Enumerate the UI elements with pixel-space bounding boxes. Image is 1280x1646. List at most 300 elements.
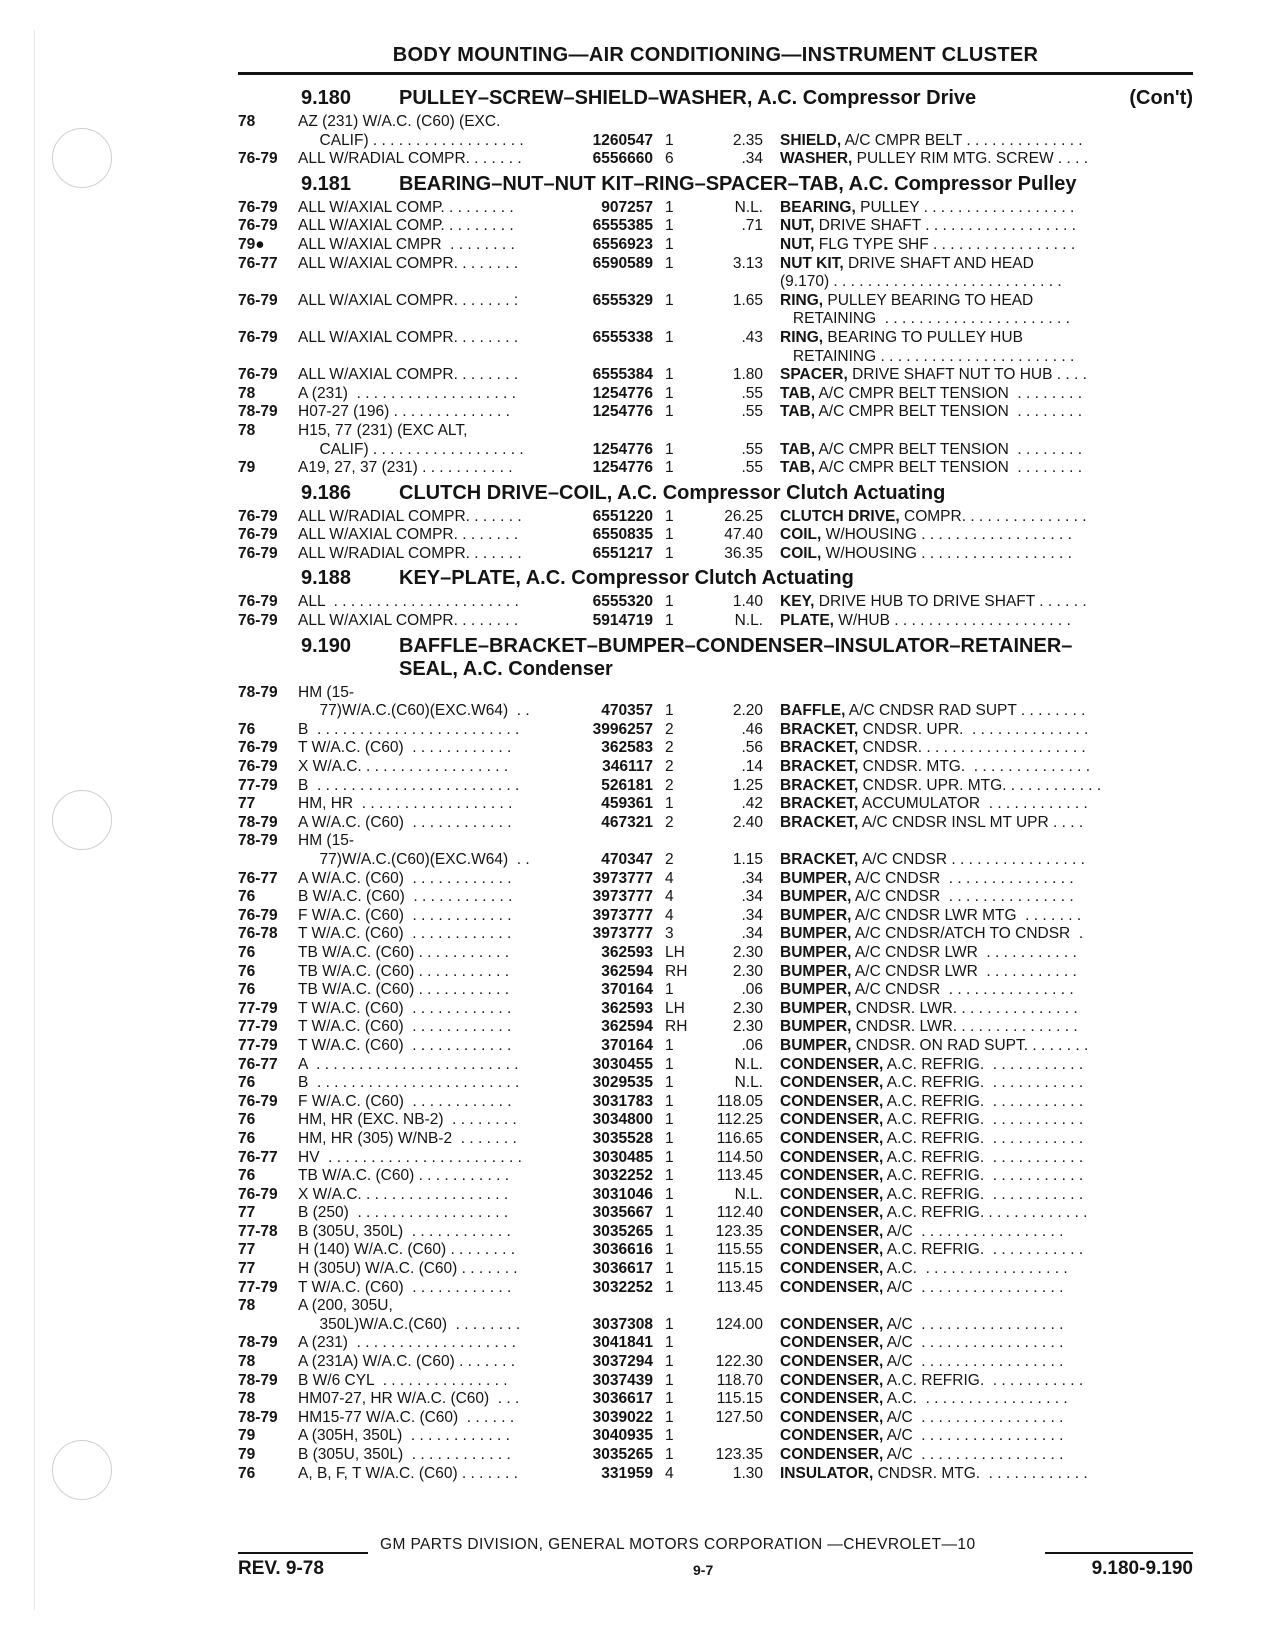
quantity: 1	[665, 1074, 674, 1092]
part-number	[560, 273, 653, 292]
quantity: 1	[665, 702, 674, 720]
part-name	[763, 758, 1193, 777]
part-row	[238, 1427, 1193, 1446]
part-name	[763, 944, 1193, 963]
part-number: 3973777	[592, 869, 653, 887]
part-row	[238, 1334, 1193, 1353]
application-description: T W/A.C. (C60) . . . . . . . . . . . .	[298, 925, 512, 943]
part-detail: A/C . . . . . . . . . . . . . . . . .	[883, 1222, 1064, 1240]
model-years: 76	[238, 1111, 256, 1129]
price: 118.70	[716, 1371, 763, 1389]
punch-hole-top	[52, 128, 112, 188]
quantity: 1	[665, 131, 674, 149]
part-name-bold: CONDENSER,	[780, 1074, 884, 1092]
model-years: 77-79	[238, 776, 278, 794]
model-years: 76-79	[238, 291, 278, 309]
part-name	[763, 1037, 1193, 1056]
price: N.L.	[734, 1074, 763, 1092]
application-description: A (200, 305U,	[298, 1297, 393, 1315]
part-row	[238, 1260, 1193, 1279]
part-detail: (9.170) . . . . . . . . . . . . . . . . . . . . . . . . . . .	[780, 273, 1062, 291]
price: .34	[741, 888, 763, 906]
application-description: HM (15-	[298, 832, 354, 850]
part-row	[238, 963, 1193, 982]
application-description: T W/A.C. (C60) . . . . . . . . . . . .	[298, 1278, 512, 1296]
model-years: 76-79	[238, 217, 278, 235]
part-detail: A.C. REFRIG. . . . . . . . . . . .	[883, 1074, 1084, 1092]
part-row	[238, 795, 1193, 814]
price	[697, 684, 763, 703]
part-number: 6555384	[592, 366, 653, 384]
quantity: 1	[665, 1315, 674, 1333]
price: 1.80	[732, 366, 763, 384]
model-years: 78	[238, 1353, 256, 1371]
quantity: 1	[665, 366, 674, 384]
section-heading	[238, 634, 1193, 659]
quantity: 1	[665, 1055, 674, 1073]
part-name	[763, 217, 1193, 236]
binder-edge	[34, 30, 35, 1610]
model-years: 79	[238, 459, 256, 477]
quantity: 1	[665, 1185, 674, 1203]
part-detail: CNDSR. UPR. MTG. . . . . . . . . . . .	[858, 776, 1102, 794]
part-name	[763, 255, 1193, 274]
part-name	[763, 981, 1193, 1000]
part-name-bold: CONDENSER,	[780, 1334, 884, 1352]
quantity: 2	[665, 776, 674, 794]
part-number: 3037294	[592, 1353, 653, 1371]
quantity: 1	[665, 384, 674, 402]
model-years: 78-79	[238, 813, 278, 831]
application-description: A (305H, 350L) . . . . . . . . . . . .	[298, 1427, 510, 1445]
section-number: 9.181	[301, 172, 352, 195]
section-number: 9.188	[301, 567, 352, 590]
quantity	[653, 113, 697, 132]
part-name	[763, 963, 1193, 982]
part-number: 370164	[601, 1036, 653, 1054]
part-name	[763, 199, 1193, 218]
part-name-bold: RING,	[780, 291, 824, 309]
quantity: 1	[665, 1260, 674, 1278]
part-row	[238, 1186, 1193, 1205]
price: 2.30	[732, 1018, 763, 1036]
part-name	[763, 1446, 1193, 1465]
price: 115.15	[716, 1390, 763, 1408]
part-row	[238, 684, 1193, 703]
model-years: 76-79	[238, 366, 278, 384]
part-name-bold: CONDENSER,	[780, 1371, 884, 1389]
part-row	[238, 1279, 1193, 1298]
part-detail: CNDSR. UPR. . . . . . . . . . . . . . .	[858, 720, 1089, 738]
part-detail: A/C CNDSR/ATCH TO CNDSR .	[851, 925, 1084, 943]
page-number: 9-7	[693, 1562, 714, 1578]
part-number: 3031783	[592, 1092, 653, 1110]
model-years: 76	[238, 888, 256, 906]
part-row	[238, 422, 1193, 441]
model-years	[238, 441, 298, 460]
part-row	[238, 255, 1193, 274]
price: .42	[741, 795, 763, 813]
model-years	[238, 310, 298, 329]
price: .34	[741, 869, 763, 887]
part-name-bold: TAB,	[780, 459, 816, 477]
part-name	[763, 1260, 1193, 1279]
part-row	[238, 199, 1193, 218]
model-years: 79	[238, 1427, 256, 1445]
part-name	[763, 1279, 1193, 1298]
price: 3.13	[732, 254, 763, 272]
part-number: 3041841	[592, 1334, 653, 1352]
part-name-bold: BUMPER,	[780, 943, 852, 961]
part-name-bold: CONDENSER,	[780, 1204, 884, 1222]
application-description: ALL W/AXIAL COMP. . . . . . . . .	[298, 217, 514, 235]
section-number: 9.190	[301, 634, 352, 657]
application-description: HM, HR (EXC. NB-2) . . . . . . . .	[298, 1111, 517, 1129]
quantity: 2	[665, 813, 674, 831]
part-name	[763, 721, 1193, 740]
part-name-bold: SPACER,	[780, 366, 848, 384]
part-row	[238, 150, 1193, 169]
model-years: 78	[238, 1390, 256, 1408]
part-name	[763, 907, 1193, 926]
part-name	[763, 1353, 1193, 1372]
part-number: 3035265	[592, 1446, 653, 1463]
part-name-bold: NUT,	[780, 235, 815, 253]
part-name	[763, 684, 1193, 703]
application-description: ALL W/AXIAL CMPR . . . . . . . .	[298, 235, 515, 253]
part-name	[763, 132, 1193, 151]
part-row	[238, 292, 1193, 311]
model-years: 79	[238, 1446, 256, 1463]
quantity: 1	[665, 217, 674, 235]
part-detail: A/C CNDSR . . . . . . . . . . . . . . . .	[858, 851, 1085, 868]
part-name	[763, 1149, 1193, 1168]
application-description: A (231) . . . . . . . . . . . . . . . . . . .	[298, 384, 516, 402]
part-name-bold: COIL,	[780, 526, 822, 544]
part-detail: A/C CMPR BELT TENSION . . . . . . . .	[815, 384, 1083, 402]
part-number: 3029535	[592, 1074, 653, 1092]
part-name	[763, 1093, 1193, 1112]
part-name-bold: CONDENSER,	[780, 1427, 884, 1445]
quantity: 1	[665, 1241, 674, 1259]
model-years: 77-79	[238, 1278, 278, 1296]
part-row	[238, 1353, 1193, 1372]
part-number: 467321	[601, 813, 653, 831]
quantity	[653, 832, 697, 851]
part-name	[763, 925, 1193, 944]
part-number: 362583	[601, 739, 653, 757]
part-detail: A.C. . . . . . . . . . . . . . . . . .	[883, 1390, 1068, 1408]
part-row	[238, 273, 1193, 292]
part-number: 6556923	[592, 235, 653, 253]
part-row	[238, 403, 1193, 422]
section-title: BEARING–NUT–NUT KIT–RING–SPACER–TAB, A.C. Compressor Pulley	[399, 172, 1077, 195]
model-years: 77-78	[238, 1222, 278, 1240]
part-name-bold: TAB,	[780, 440, 816, 458]
model-years: 76-79	[238, 739, 278, 757]
part-detail: A/C CNDSR LWR . . . . . . . . . . .	[851, 962, 1077, 980]
part-name-bold: TAB,	[780, 403, 816, 421]
model-years: 78-79	[238, 403, 278, 421]
punch-hole-middle	[52, 790, 112, 850]
part-number: 6555329	[592, 291, 653, 309]
model-years: 77	[238, 1260, 256, 1278]
part-name	[763, 1372, 1193, 1391]
revision-label: REV. 9-78	[238, 1558, 324, 1579]
parts-listing	[238, 80, 1193, 1483]
price: N.L.	[734, 612, 763, 630]
model-years: 76-79	[238, 507, 278, 525]
part-number: 346117	[602, 758, 653, 776]
section-range: 9.180-9.190	[1091, 1558, 1193, 1579]
part-name-bold: BAFFLE,	[780, 702, 846, 720]
part-detail: A/C . . . . . . . . . . . . . . . . .	[883, 1278, 1064, 1296]
part-number: 6555320	[592, 593, 653, 611]
quantity: 1	[665, 795, 674, 813]
part-name-bold: BUMPER,	[780, 906, 852, 924]
model-years: 76-77	[238, 1055, 278, 1073]
part-name	[763, 1056, 1193, 1075]
model-years: 76-79	[238, 758, 278, 776]
price: 2.20	[732, 702, 763, 720]
part-number: 6550835	[592, 526, 653, 544]
section-heading-continued	[238, 657, 1193, 682]
part-name	[763, 292, 1193, 311]
part-name-bold: TAB,	[780, 384, 816, 402]
application-description: ALL W/RADIAL COMPR. . . . . . .	[298, 544, 522, 562]
application-description: B (305U, 350L) . . . . . . . . . . . .	[298, 1222, 511, 1240]
part-detail: A/C CMPR BELT TENSION . . . . . . . .	[815, 459, 1083, 477]
part-name	[763, 366, 1193, 385]
part-row	[238, 1465, 1193, 1484]
model-years: 76-79	[238, 612, 278, 630]
quantity: LH	[665, 999, 685, 1017]
part-detail: A.C. REFRIG. . . . . . . . . . . .	[883, 1129, 1084, 1147]
part-name	[763, 1111, 1193, 1130]
part-number: 3032252	[592, 1167, 653, 1185]
price: 1.65	[732, 291, 763, 309]
quantity: 1	[665, 1129, 674, 1147]
application-description: ALL W/AXIAL COMPR. . . . . . . :	[298, 291, 519, 309]
model-years: 76-78	[238, 925, 278, 943]
part-row	[238, 944, 1193, 963]
part-row	[238, 1297, 1193, 1316]
part-number: 6551220	[592, 507, 653, 525]
part-number	[560, 348, 653, 367]
part-number: 526181	[601, 776, 653, 794]
price: 2.40	[732, 813, 763, 831]
application-description	[298, 348, 560, 367]
part-number: 3030455	[592, 1055, 653, 1073]
price: 112.40	[716, 1204, 763, 1222]
part-name-bold: BRACKET,	[780, 795, 859, 813]
part-name	[763, 814, 1193, 833]
part-name-bold: BUMPER,	[780, 869, 852, 887]
part-number: 362593	[601, 999, 653, 1017]
model-years: 76-79	[238, 1185, 278, 1203]
price	[697, 1427, 763, 1446]
part-row	[238, 385, 1193, 404]
part-name	[763, 1204, 1193, 1223]
part-number: 3973777	[592, 888, 653, 906]
part-number: 1254776	[592, 440, 653, 458]
application-description	[298, 310, 560, 329]
part-detail: PULLEY RIM MTG. SCREW . . . .	[852, 150, 1089, 168]
quantity: 1	[665, 198, 674, 216]
quantity: 1	[665, 1446, 674, 1463]
application-description: A (231) . . . . . . . . . . . . . . . . . . .	[298, 1334, 516, 1352]
part-row	[238, 329, 1193, 348]
part-detail: CNDSR. LWR. . . . . . . . . . . . . . .	[851, 1018, 1078, 1036]
price: 2.30	[732, 962, 763, 980]
part-name-bold: BUMPER,	[780, 1018, 852, 1036]
part-detail: COMPR. . . . . . . . . . . . . . .	[899, 507, 1087, 525]
price	[697, 1334, 763, 1353]
part-number	[560, 1297, 653, 1316]
application-description: T W/A.C. (C60) . . . . . . . . . . . .	[298, 999, 512, 1017]
application-description: ALL W/RADIAL COMPR. . . . . . .	[298, 507, 522, 525]
model-years: 78	[238, 113, 256, 130]
price: .14	[741, 758, 763, 776]
part-row	[238, 739, 1193, 758]
application-description: HM (15-	[298, 683, 354, 701]
application-description: B . . . . . . . . . . . . . . . . . . . . . . . .	[298, 1074, 520, 1092]
part-row	[238, 888, 1193, 907]
application-description: 77)W/A.C.(C60)(EXC.W64) . .	[298, 702, 530, 720]
price: .46	[741, 720, 763, 738]
part-row	[238, 1037, 1193, 1056]
price: N.L.	[734, 1185, 763, 1203]
price: 123.35	[715, 1222, 763, 1240]
model-years: 78	[238, 1297, 256, 1315]
price: 113.45	[716, 1278, 763, 1296]
application-description: A W/A.C. (C60) . . . . . . . . . . . .	[298, 869, 512, 887]
part-row	[238, 1000, 1193, 1019]
part-number: 3035528	[592, 1129, 653, 1147]
part-detail: DRIVE SHAFT . . . . . . . . . . . . . . . . . .	[814, 217, 1076, 235]
part-number: 1260547	[592, 131, 653, 149]
part-name	[763, 1409, 1193, 1428]
price: 122.30	[715, 1353, 763, 1371]
quantity: 1	[665, 1036, 674, 1054]
part-row	[238, 870, 1193, 889]
part-name	[763, 832, 1193, 851]
price	[697, 113, 763, 132]
part-number: 3036617	[592, 1260, 653, 1278]
application-description: AZ (231) W/A.C. (C60) (EXC.	[298, 113, 501, 130]
part-name	[763, 851, 1193, 870]
application-description: B (305U, 350L) . . . . . . . . . . . .	[298, 1446, 511, 1463]
part-number: 470347	[601, 851, 653, 868]
part-detail: PULLEY . . . . . . . . . . . . . . . . . .	[855, 198, 1075, 216]
application-description: ALL W/AXIAL COMPR. . . . . . . .	[298, 254, 519, 272]
part-name-bold: SHIELD,	[780, 131, 842, 149]
part-number	[560, 832, 653, 851]
model-years: 76-77	[238, 1148, 278, 1166]
part-row	[238, 1446, 1193, 1465]
part-name	[763, 348, 1193, 367]
part-number	[560, 113, 653, 132]
part-row	[238, 1056, 1193, 1075]
quantity: 3	[665, 925, 674, 943]
part-row	[238, 508, 1193, 527]
part-detail: A.C. REFRIG. . . . . . . . . . . .	[883, 1055, 1084, 1073]
part-name-bold: CONDENSER,	[780, 1408, 884, 1426]
part-detail: A/C . . . . . . . . . . . . . . . . .	[883, 1315, 1064, 1333]
model-years: 76	[238, 1167, 256, 1185]
footer-rule-left	[238, 1552, 368, 1554]
part-detail: A/C . . . . . . . . . . . . . . . . .	[883, 1334, 1064, 1352]
part-detail: A/C CNDSR RAD SUPT . . . . . . . .	[845, 702, 1086, 720]
price: 2.30	[732, 943, 763, 961]
price: .43	[741, 328, 763, 346]
application-description: H15, 77 (231) (EXC ALT,	[298, 421, 468, 439]
model-years	[238, 132, 298, 151]
section-heading	[238, 481, 1193, 506]
price: N.L.	[734, 1055, 763, 1073]
quantity	[653, 273, 697, 292]
model-years	[238, 273, 298, 292]
quantity: 1	[665, 526, 674, 544]
part-detail: A/C . . . . . . . . . . . . . . . . .	[883, 1408, 1064, 1426]
part-number: 1254776	[592, 459, 653, 477]
price: .34	[741, 906, 763, 924]
part-name	[763, 441, 1193, 460]
model-years: 76	[238, 943, 256, 961]
quantity: 1	[665, 1222, 674, 1240]
part-row	[238, 814, 1193, 833]
price: .56	[741, 739, 763, 757]
part-name	[763, 273, 1193, 292]
price: N.L.	[734, 198, 763, 216]
part-row	[238, 459, 1193, 478]
quantity: 1	[665, 254, 674, 272]
part-row	[238, 777, 1193, 796]
application-description: B W/A.C. (C60) . . . . . . . . . . . .	[298, 888, 513, 906]
part-detail: W/HUB . . . . . . . . . . . . . . . . . . . . .	[833, 612, 1071, 630]
model-years: 77-79	[238, 999, 278, 1017]
part-name	[763, 1018, 1193, 1037]
application-description: CALIF) . . . . . . . . . . . . . . . . . .	[298, 131, 524, 149]
part-detail: PULLEY BEARING TO HEAD	[823, 291, 1034, 309]
model-years: 77-79	[238, 1018, 278, 1036]
model-years: 77	[238, 795, 256, 813]
quantity: 1	[665, 235, 674, 253]
part-row	[238, 721, 1193, 740]
part-row	[238, 612, 1193, 631]
part-number	[560, 310, 653, 329]
price: 1.25	[732, 776, 763, 794]
quantity: 1	[665, 1390, 674, 1408]
part-name-bold: BUMPER,	[780, 999, 852, 1017]
application-description: A W/A.C. (C60) . . . . . . . . . . . .	[298, 813, 512, 831]
part-row	[238, 1167, 1193, 1186]
application-description: T W/A.C. (C60) . . . . . . . . . . . .	[298, 1018, 512, 1036]
part-number: 362593	[601, 943, 653, 961]
application-description: A (231A) W/A.C. (C60) . . . . . . .	[298, 1353, 516, 1371]
part-number: 459361	[601, 795, 653, 813]
quantity: 1	[665, 403, 674, 421]
part-name	[763, 526, 1193, 545]
quantity: 1	[665, 1408, 674, 1426]
application-description: CALIF) . . . . . . . . . . . . . . . . . .	[298, 440, 524, 458]
part-number	[560, 684, 653, 703]
part-number: 3031046	[592, 1185, 653, 1203]
part-name-bold: CONDENSER,	[780, 1353, 884, 1371]
application-description: B (250) . . . . . . . . . . . . . . . . . .	[298, 1204, 509, 1222]
application-description: ALL W/AXIAL COMP. . . . . . . . .	[298, 198, 514, 216]
part-number: 3973777	[592, 925, 653, 943]
